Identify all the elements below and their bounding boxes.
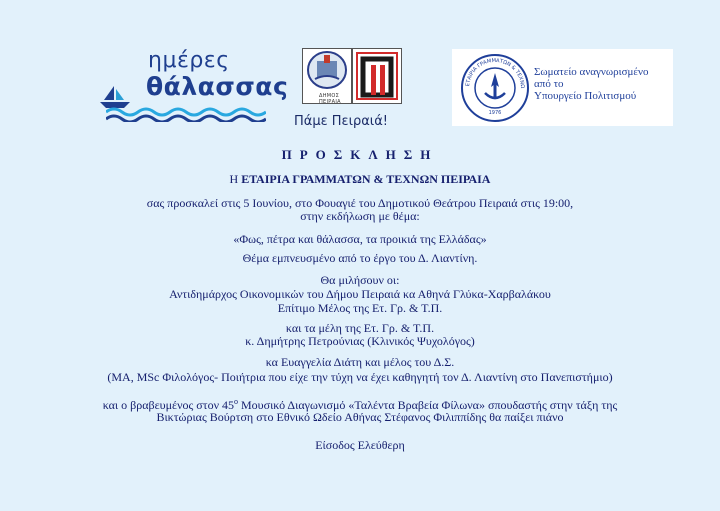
piraeus-municipality-logo — [292, 46, 422, 136]
municipality-seal — [302, 48, 352, 104]
municipality-seal-caption: ΔΗΜΟΣ ΠΕΙΡΑΙΑ — [319, 93, 341, 105]
music-ordinal-suffix: ο — [234, 397, 238, 406]
music-line-2: Βικτώριας Βούρτση στο Εθνικό Ωδείο Αθήνας Στέφανος Φιλιππίδης θα παίξει πιάνο — [156, 410, 564, 424]
invite-line-2: στην εκδήλωση με θέμα: — [300, 209, 420, 223]
speaker-3-bio: (ΜΑ, MSc Φιλολόγος- Ποιήτρια που είχε την τύχη να έχει καθηγητή τον Δ. Λιαντίνη στο Πανεπιστήμιο) — [107, 370, 613, 384]
logo-word-thalassas: θάλασσας — [146, 72, 289, 101]
speaker-3-name: κα Ευαγγελία Διάτη και μέλος του Δ.Σ. — [265, 355, 455, 369]
society-seal-emblem — [460, 53, 530, 123]
speaker-2-name: κ. Δημήτρης Πετρούνιας (Κλινικός Ψυχολόγος) — [245, 334, 475, 348]
inspired-by: Θέμα εμπνευσμένο από το έργο του Δ. Λιαντίνη. — [242, 251, 478, 265]
society-seal-year: 1976 — [488, 110, 502, 116]
music-line-1-start: και ο βραβευμένος στον 45 — [102, 398, 234, 412]
theater-gate-icon — [353, 49, 401, 103]
logo-word-imeres: ημέρες — [148, 48, 230, 73]
organizer-article: Η — [229, 172, 239, 186]
imeres-thalassas-logo — [98, 46, 289, 126]
society-recognition-line: από το — [534, 78, 564, 90]
society-logo — [452, 49, 673, 126]
speaker-2-intro: και τα μέλη της Ετ. Γρ. & Τ.Π. — [285, 321, 435, 335]
theater-emblem — [352, 48, 402, 104]
municipality-seal-emblem-icon — [303, 49, 351, 91]
society-recognition-line: Σωματείο αναγνωρισμένο — [534, 66, 649, 78]
piraeus-slogan: Πάμε Πειραιά! — [294, 114, 388, 129]
organizer-name-text: ΕΤΑΙΡΙΑ ΓΡΑΜΜΑΤΩΝ & ΤΕΧΝΩΝ ΠΕΙΡΑΙΑ — [241, 172, 491, 186]
society-seal-text: ΕΤΑΙΡΙΑ ΓΡΑΜΜΑΤΩΝ & ΤΕΧΝΩ — [465, 57, 526, 89]
organizer-name — [0, 172, 720, 186]
invitation-title: ΠΡΟΣΚΛΗΣΗ — [281, 147, 439, 162]
paper-boat-icon — [100, 86, 130, 108]
speaker-1-name: Αντιδημάρχος Οικονομικών του Δήμου Πειραιά κα Αθηνά Γλύκα-Χαρβαλάκου — [169, 287, 551, 301]
speakers-intro: Θα μιλήσουν οι: — [320, 273, 400, 287]
speaker-1-role: Επίτιμο Μέλος της Ετ. Γρ. & Τ.Π. — [277, 301, 443, 315]
invite-line-1: σας προσκαλεί στις 5 Ιουνίου, στο Φουαγιέ του Δημοτικού Θεάτρου Πειραιά στις 19:00, — [146, 196, 574, 210]
society-recognition-text — [534, 66, 649, 102]
free-entry: Είσοδος Ελεύθερη — [315, 438, 405, 452]
society-recognition-line: Υπουργείο Πολιτισμού — [534, 90, 637, 102]
music-line-1-end: Μουσικό Διαγωνισμό «Ταλέντα Βραβεία Φίλωνα» σπουδαστής στην τάξη της — [238, 398, 618, 412]
event-title: «Φως, πέτρα και θάλασσα, τα προικιά της Ελλάδας» — [233, 232, 487, 246]
waves-icon — [106, 106, 266, 122]
